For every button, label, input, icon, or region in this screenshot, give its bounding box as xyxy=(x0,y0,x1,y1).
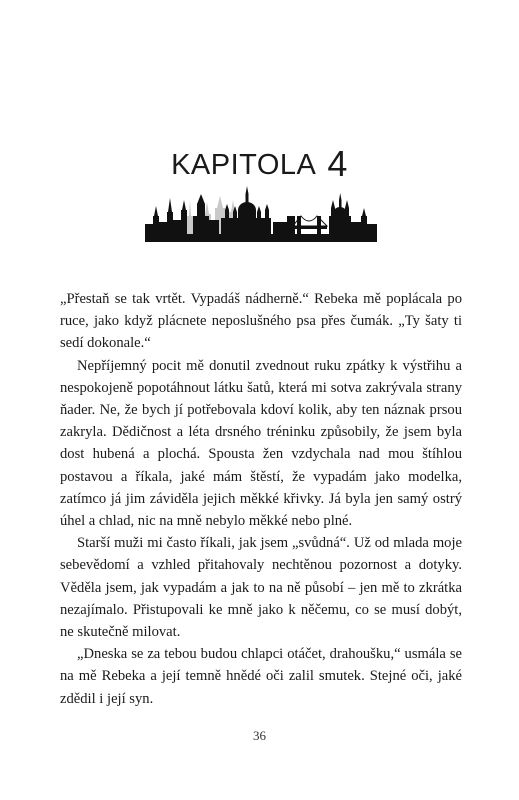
paragraph: Nepříjemný pocit mě donutil zvednout ruku zpátky k výstřihu a nespokojeně popotáhnout látku šatů, která mi sotva zakrývala strany ňader. Ne, že bych jí potřebovala kdoví kolik, aby ten náznak prsou zakryla. Dědičnost a léta drsného tréninku způsobily, že jsem byla dost hubená a plochá. Spousta žen vzdychala nad mou štíhlou postavou a říkala, jaké mám štěstí, že vypadám jako modelka, zatímco já jim záviděla jejich měkké křivky. Já byla jen samý ostrý úhel a chlad, nic na mně nebylo měkké nebo plné. xyxy=(60,357,462,530)
paragraph: „Dneska se za tebou budou chlapci otáčet, drahoušku,“ usmála se na mě Rebeka a její temně hnědé oči zalil smutek. Stejné oči, jaké zdědil i její syn. xyxy=(60,646,462,707)
page-number: 36 xyxy=(253,728,266,743)
chapter-number: 4 xyxy=(327,143,348,184)
chapter-body-text xyxy=(60,288,462,710)
chapter-heading xyxy=(0,143,519,185)
paragraph: Starší muži mi často říkali, jak jsem „svůdná“. Už od mlada moje sebevědomí a vzhled přitahovaly nechtěnou pozornost a dotyky. Věděla jsem, jak vypadám a jak to na ně působí – jen mě to zkrátka nezajímalo. Přistupovali ke mně jako k něčemu, co se musí dobýt, ne skutečně milovat. xyxy=(60,535,462,641)
chapter-label: KAPITOLA xyxy=(171,149,315,181)
paragraph: „Přestaň se tak vrtět. Vypadáš nádherně.“ Rebeka mě poplácala po ruce, jako když plácnete neposlušného psa přes čumák. „Ty šaty ti sedí dokonale.“ xyxy=(60,291,462,352)
city-skyline-illustration xyxy=(145,186,377,242)
